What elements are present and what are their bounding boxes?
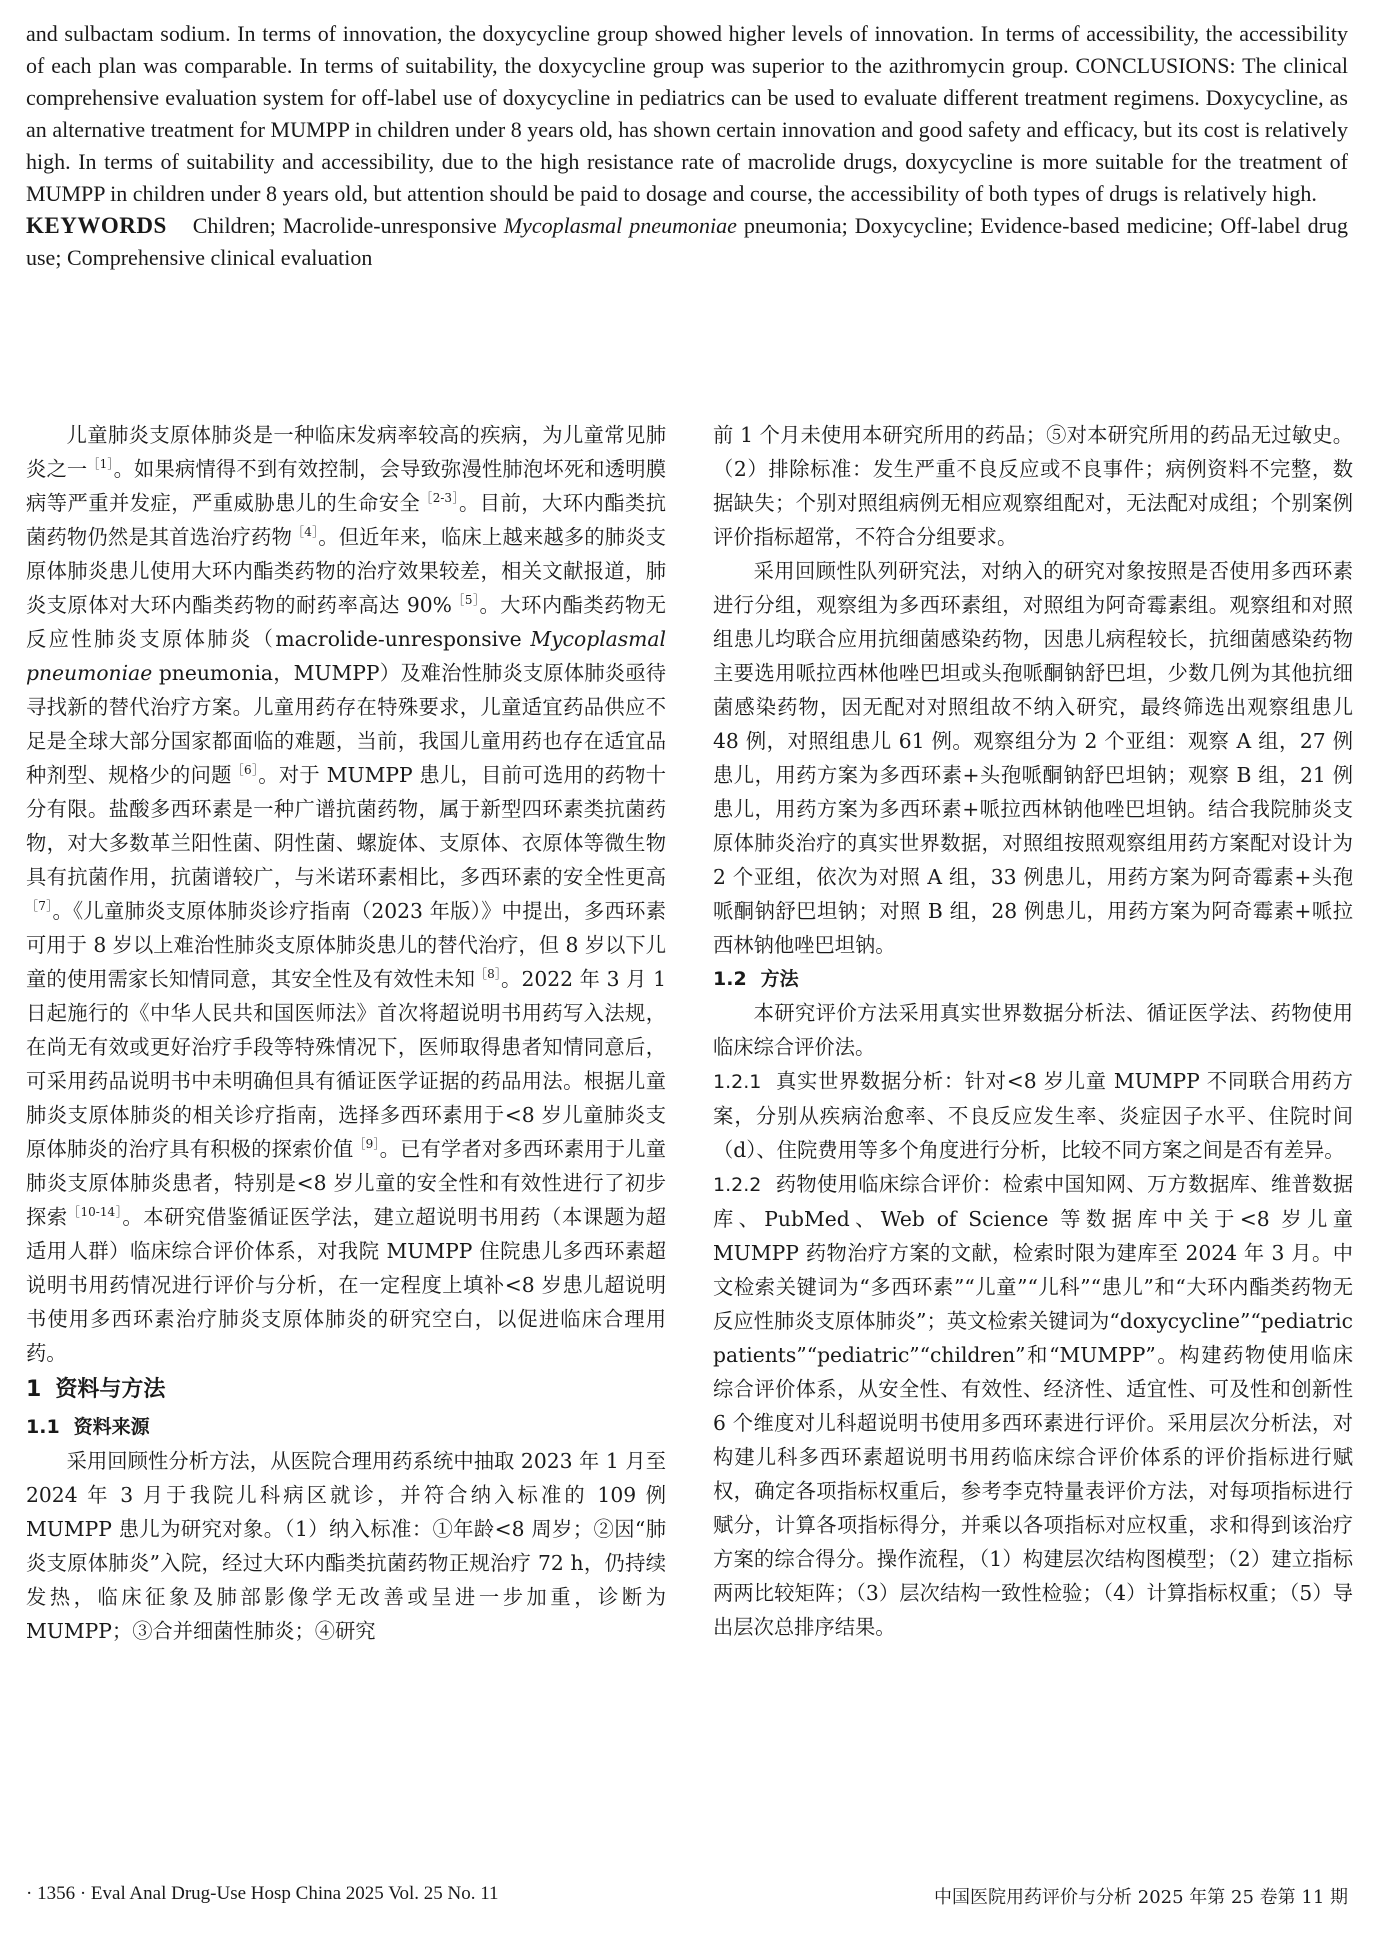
grouping-paragraph: 采用回顾性队列研究法，对纳入的研究对象按照是否使用多西环素进行分组，观察组为多西环素组，对照组为阿奇霉素组。观察组和对照组患儿均联合应用抗细菌感染药物，因患儿病程较长，抗细菌感染药物主要选用哌拉西林他唑巴坦或头孢哌酮钠舒巴坦，少数几例为其他抗细菌感染药物，因无配对对照组故不纳入研究，最终筛选出观察组患儿 48 例，对照组患儿 61 例。观察组分为 2 个亚组：观察 A 组，27 例患儿，用药方案为多西环素+头孢哌酮钠舒巴坦钠；观察 B 组，21 例患儿，用药方案为多西环素+哌拉西林钠他唑巴坦钠。结合我院肺炎支原体肺炎治疗的真实世界数据，对照组按照观察组用药方案配对设计为 2 个亚组，依次为对照 A 组，33 例患儿，用药方案为阿奇霉素+头孢哌酮钠舒巴坦钠；对照 B 组，28 例患儿，用药方案为阿奇霉素+哌拉西林钠他唑巴坦钠。 [713, 559, 1353, 957]
citation: ［9］ [353, 1137, 380, 1152]
keywords-italic: Mycoplasmal pneumoniae [503, 213, 737, 238]
left-column [26, 418, 666, 1648]
methods-paragraph: 本研究评价方法采用真实世界数据分析法、循证医学法、药物使用临床综合评价法。 [713, 1001, 1353, 1059]
section-heading-1 [26, 1372, 666, 1408]
intro-text: 儿童肺炎支原体肺炎是一种临床发病率较高的疾病，为儿童常见肺炎之一 [26, 423, 666, 481]
species-italic: Mycoplasmal pneumoniae [26, 627, 666, 685]
citation: ［5］ [451, 593, 480, 608]
citation: ［4］ [292, 525, 319, 540]
section-title: 资料与方法 [55, 1377, 166, 1402]
citation: ［8］ [475, 967, 502, 982]
abstract-block [26, 18, 1348, 274]
section-title: 资料来源 [73, 1416, 150, 1438]
intro-text: 。2022 年 3 月 1 日起施行的《中华人民共和国医师法》首次将超说明书用药写入法规，在尚无有效或更好治疗手段等特殊情况下，医师取得患者知情同意后，可采用药品说明书中未明确但具有循证医学证据的药品用法。根据儿童肺炎支原体肺炎的相关诊疗指南，选择多西环素用于<8 岁儿童肺炎支原体肺炎的治疗具有积极的探索价值 [26, 967, 666, 1161]
subsection-text: 真实世界数据分析：针对<8 岁儿童 MUMPP 不同联合用药方案，分别从疾病治愈率、不良反应发生率、炎症因子水平、住院时间（d）、住院费用等多个角度进行分析，比较不同方案之间是否有差异。 [713, 1069, 1353, 1162]
footer-journal-cn: 中国医院用药评价与分析 2025 年第 25 卷第 11 期 [934, 1887, 1348, 1908]
section-number: 1 [26, 1377, 42, 1402]
intro-text: 。大环内酯类药物无反应性肺炎支原体肺炎（macrolide-unresponsive [26, 593, 666, 651]
section-heading-1-1 [26, 1410, 666, 1444]
intro-paragraph [26, 418, 666, 1370]
citation: ［1］ [87, 457, 114, 472]
data-source-paragraph: 采用回顾性分析方法，从医院合理用药系统中抽取 2023 年 1 月至 2024 年 3 月于我院儿科病区就诊，并符合纳入标准的 109 例 MUMPP 患儿为研究对象。（1）纳入标准：①年龄<8 周岁；②因“肺炎支原体肺炎”入院，经过大环内酯类抗菌药物正规治疗 72 h，仍持续发热，临床征象及肺部影像学无改善或呈进一步加重，诊断为 MUMPP；③合并细菌性肺炎；④研究 [26, 1449, 666, 1643]
subsection-number: 1.2.2 [713, 1174, 762, 1196]
section-title: 方法 [760, 968, 799, 990]
section-number: 1.2 [713, 968, 747, 990]
subsection-1-2-2 [713, 1167, 1353, 1644]
intro-text: 。已有学者对多西环素用于儿童肺炎支原体肺炎患者，特别是<8 岁儿童的安全性和有效性进行了初步探索 [26, 1137, 666, 1229]
subsection-text: 药物使用临床综合评价：检索中国知网、万方数据库、维普数据库、PubMed、Web of Science 等数据库中关于<8 岁儿童 MUMPP 药物治疗方案的文献，检索时限为建库至 2024 年 3 月。中文检索关键词为“多西环素”“儿童”“儿科”“患儿”和“大环内酯类药物无反应性肺炎支原体肺炎”；英文检索关键词为“doxycycline”“pediatric patients”“pediatric”“children”和“MUMPP”。构建药物使用临床综合评价体系，从安全性、有效性、经济性、适宜性、可及性和创新性 6 个维度对儿科超说明书使用多西环素进行评价。采用层次分析法，对构建儿科多西环素超说明书用药临床综合评价体系的评价指标进行赋权，确定各项指标权重后，参考李克特量表评价方法，对每项指标进行赋分，计算各项指标得分，并乘以各项指标对应权重，求和得到该治疗方案的综合得分。操作流程，（1）构建层次结构图模型；（2）建立指标两两比较矩阵；（3）层次结构一致性检验；（4）计算指标权重；（5）导出层次总排序结果。 [713, 1172, 1353, 1639]
intro-text: pneumonia，MUMPP）及难治性肺炎支原体肺炎亟待寻找新的替代治疗方案。儿童用药存在特殊要求，儿童适宜药品供应不足是全球大部分国家都面临的难题，当前，我国儿童用药也存在适宜品种剂型、规格少的问题 [26, 661, 666, 787]
subsection-1-2-1 [713, 1064, 1353, 1167]
citation: ［7］ [26, 899, 53, 914]
page-footer [26, 1883, 1348, 1913]
citation: ［6］ [231, 763, 259, 778]
keywords-label: KEYWORDS [26, 213, 167, 238]
footer-journal-en: · 1356 · Eval Anal Drug-Use Hosp China 2025 Vol. 25 No. 11 [26, 1883, 499, 1904]
section-heading-1-2 [713, 962, 1353, 996]
intro-text: 。对于 MUMPP 患儿，目前可选用的药物十分有限。盐酸多西环素是一种广谱抗菌药物，属于新型四环素类抗菌药物，对大多数革兰阳性菌、阴性菌、螺旋体、支原体、衣原体等微生物具有抗菌作用，抗菌谱较广，与米诺环素相比，多西环素的安全性更高 [26, 763, 666, 889]
criteria-paragraph: 前 1 个月未使用本研究所用的药品；⑤对本研究所用的药品无过敏史。（2）排除标准：发生严重不良反应或不良事件；病例资料不完整，数据缺失；个别对照组病例无相应观察组配对，无法配对成组；个别案例评价指标超常，不符合分组要求。 [713, 423, 1353, 549]
intro-text: 。但近年来，临床上越来越多的肺炎支原体肺炎患儿使用大环内酯类药物的治疗效果较差，相关文献报道，肺炎支原体对大环内酯类药物的耐药率高达 90% [26, 525, 666, 617]
citation: ［10-14］ [67, 1205, 123, 1220]
abstract-text: and sulbactam sodium. In terms of innovation, the doxycycline group showed higher levels of innovation. In terms of accessibility, the accessibility of each plan was comparable. In terms of suitability, the doxycycline group was superior to the azithromycin group. CONCLUSIONS: The clinical comprehensive evaluation system for off-label use of doxycycline in pediatrics can be used to evaluate different treatment regimens. Doxycycline, as an alternative treatment for MUMPP in children under 8 years old, has shown certain innovation and good safety and efficacy, but its cost is relatively high. In terms of suitability and accessibility, due to the high resistance rate of macrolide drugs, doxycycline is more suitable for the treatment of MUMPP in children under 8 years old, but attention should be paid to dosage and course, the accessibility of both types of drugs is relatively high. [26, 21, 1348, 206]
citation: ［2-3］ [420, 491, 459, 506]
intro-text: 。本研究借鉴循证医学法，建立超说明书用药（本课题为超适用人群）临床综合评价体系，对我院 MUMPP 住院患儿多西环素超说明书用药情况进行评价与分析，在一定程度上填补<8 岁患儿超说明书使用多西环素治疗肺炎支原体肺炎的研究空白，以促进临床合理用药。 [26, 1205, 666, 1365]
keywords-text-a: Children; Macrolide-unresponsive [192, 213, 504, 238]
intro-text: 。目前，大环内酯类抗菌药物仍然是其首选治疗药物 [26, 491, 666, 549]
right-column [713, 418, 1353, 1644]
intro-text: 。《儿童肺炎支原体肺炎诊疗指南（2023 年版）》中提出，多西环素可用于 8 岁以上难治性肺炎支原体肺炎患儿的替代治疗，但 8 岁以下儿童的使用需家长知情同意，其安全性及有效性未知 [26, 899, 666, 991]
keywords-line [26, 210, 1348, 274]
intro-text: 。如果病情得不到有效控制，会导致弥漫性肺泡坏死和透明膜病等严重并发症，严重威胁患儿的生命安全 [26, 457, 666, 515]
section-number: 1.1 [26, 1416, 60, 1438]
keywords-text-b: pneumonia; Doxycycline; Evidence-based medicine; Off-label drug use; Comprehensive clinical evaluation [26, 213, 1348, 270]
subsection-number: 1.2.1 [713, 1071, 762, 1093]
